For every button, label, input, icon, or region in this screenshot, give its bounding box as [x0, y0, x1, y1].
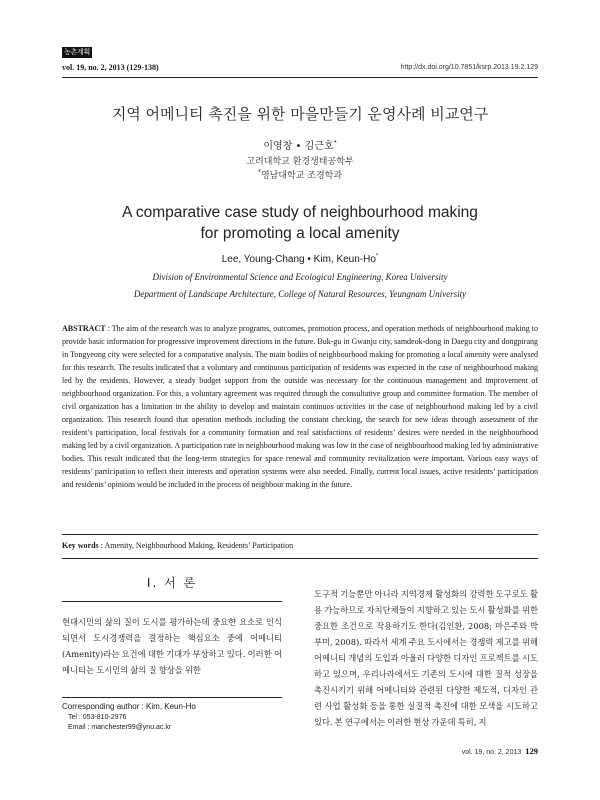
corresponding-footnote — [62, 697, 282, 734]
keywords-text: : Amenity, Neighbourhood Making, Residents’ Participation — [98, 541, 294, 550]
body-left-column — [62, 570, 282, 678]
abstract-text: : The aim of the research was to analyze programs, outcomes, promotion process, and operation methods of neighbourhood making to provide basic information for progressive improvement directions in the future. Buk-gu in Gwanju city, samdeok-dong in Daegu city and dongpirang in Tongyeong city were selected for a comparative analysis. The main bodies of neighbourhood making for promoting a local amenity were analysed for this research. The results indicated that a voluntary and continuous participation of residents was expected in the case of neighbourhood making led by the residents. However, a steady budget support from the outside was necessary for the continuous management and improvement of neighbourhood organization. For this, a voluntary agreement was required through the consultative group and committee formation. The member of civil organization has a limitation in the ability to develop and maintain continuos activities in the case of neighbourhood making led by a civil organization. This research found that operation methods including the constant checking, the search for new ideas through assessment of the resident’s participation, local festivals for a community formation and real satisfactions of residents’ desires were needed in the neighbourhood making led by a civil organization. A participation rate in neighbourhood making was low in the case of neighbourhood making led by administrative bodies. This result indicated that the long-term strategics for space renewal and community revitalization were important. Various easy ways of residents’ participation to reflect their interests and operation systems were also needed. Finally, current local issues, active residents’ participation and residents’ opinions would be included in the process of neighbour making in the future. — [62, 324, 538, 489]
corresponding-tel: Tel : 053-810-2976 — [68, 714, 127, 721]
english-authors — [0, 254, 600, 265]
author-separator: • — [295, 141, 302, 152]
abstract-label: ABSTRACT — [62, 324, 106, 333]
author-en-first: Lee, Young-Chang — [221, 254, 305, 265]
keywords — [62, 541, 293, 550]
english-title — [0, 202, 600, 244]
body-right-column — [314, 586, 538, 730]
header-divider — [62, 77, 538, 78]
korean-affiliation-1: 고려대학교 환경생태공학부 — [246, 157, 354, 167]
body-paragraph-right: 도구적 기능뿐만 아니라 지역경제 활성화의 강력한 도구로도 활용 가능하므로 자치단체들이 지향하고 있는 도시 활성화를 위한 중요한 조건으로 작용하기도 한다(김인환, 2008; 마은주와 박부미, 2008). 따라서 세계 주요 도시에서는 경쟁력 제고를 위해 어메니티 개념의 도입과 아울러 다양한 디자인 프로젝트를 시도하고 있으며, 우리나라에서도 기존의 도시에 대한 질적 성장을 촉진시키기 위해 어메니티와 관련된 다양한 제도적, 디자인 관련 사업 활성화 등을 통한 실질적 촉진에 대한 모색을 시도하고 있다. 본 연구에서는 이러한 현상 가운데 특히, 지 — [314, 589, 538, 727]
author-ko-second: 김근호 — [304, 141, 334, 152]
author-mark: * — [375, 253, 379, 260]
author-mark: * — [333, 139, 337, 147]
keywords-label: Key words — [62, 541, 99, 550]
korean-affiliation-2 — [0, 168, 600, 181]
volume-info: vol. 19, no. 2, 2013 (129-138) — [62, 63, 159, 72]
footer-volume: vol. 19, no. 2, 2013 — [461, 749, 522, 756]
english-title-line-1: A comparative case study of neighbourhood making — [122, 204, 478, 221]
korean-title: 지역 어메니티 촉진을 위한 마을만들기 운영사례 비교연구 — [111, 105, 489, 123]
section-heading: Ⅰ. 서 론 — [146, 576, 198, 590]
corresponding-email[interactable]: Email : manchester99@ynu.ac.kr — [68, 724, 172, 731]
keywords-top-divider — [62, 534, 538, 535]
korean-affiliation-2-text: 영남대학교 조경학과 — [260, 171, 343, 181]
abstract — [62, 322, 538, 491]
korean-authors — [0, 137, 600, 152]
keywords-bottom-divider — [62, 558, 538, 559]
author-en-second: Kim, Keun-Ho — [313, 254, 376, 265]
body-paragraph-left: 현대시민의 삶의 질이 도시를 평가하는데 중요한 요소로 인식되면서 도시경쟁력을 결정하는 핵심요소 중에 어메니티(Amenity)라는 요건에 대한 기대가 부상하고 있다. 이러한 어메니티는 도시민의 삶의 질 향상을 위한 — [62, 617, 282, 675]
page-number: 129 — [525, 746, 538, 756]
author-separator: • — [307, 254, 311, 265]
doi-link[interactable]: http://dx.doi.org/10.7851/ksrp.2013.19.2.129 — [400, 64, 538, 71]
author-ko-first: 이영창 — [263, 141, 293, 152]
english-affiliation-2: Department of Landscape Architecture, College of Natural Resources, Yeungnam University — [133, 289, 467, 299]
corresponding-author: Corresponding author : Kim, Keun-Ho — [62, 702, 196, 711]
english-affiliation-1: Division of Environmental Science and Ecological Engineering, Korea University — [152, 272, 448, 282]
footnote-divider — [62, 697, 282, 698]
english-title-line-2: for promoting a local amenity — [200, 225, 400, 242]
page-footer — [462, 746, 538, 756]
affiliation-mark: * — [257, 169, 261, 176]
journal-logo: 농촌계획 — [62, 47, 92, 58]
section-divider — [62, 601, 282, 602]
